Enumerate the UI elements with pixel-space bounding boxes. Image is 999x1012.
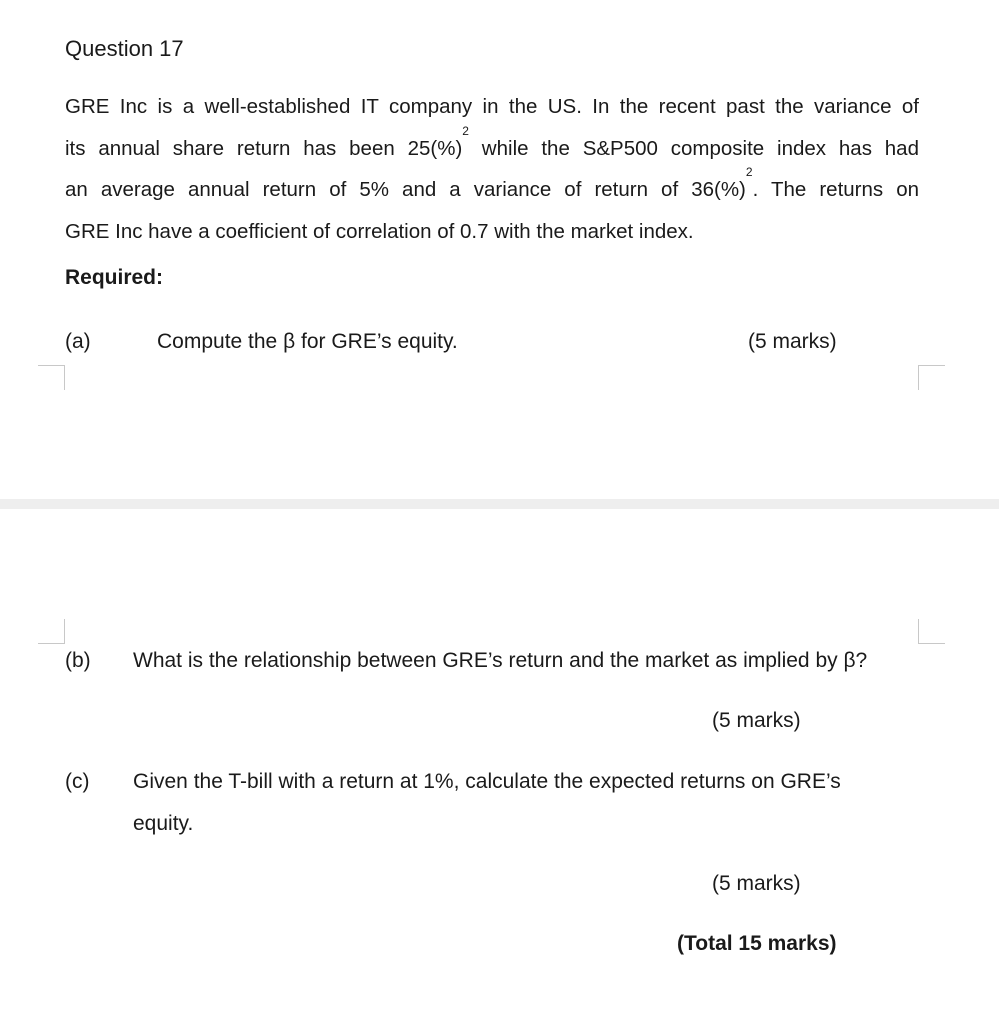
crop-mark-bottom-right	[918, 619, 945, 644]
required-heading: Required:	[65, 266, 164, 289]
part-c-label: (c)	[65, 770, 90, 793]
paragraph-line-2: its annual share return has been 25(%)$^2$ while the S&P500 composite index has had	[65, 123, 919, 160]
crop-mark-top-right	[918, 365, 945, 390]
part-b-marks: (5 marks)	[712, 709, 801, 732]
crop-mark-bottom-left	[38, 619, 65, 644]
part-c-text-line-1: Given the T-bill with a return at 1%, calculate the expected returns on GRE’s	[133, 770, 841, 793]
page-break	[0, 499, 999, 509]
superscript: 2	[462, 123, 469, 138]
paragraph-line-4: GRE Inc have a coefficient of correlation of 0.7 with the market index.	[65, 220, 694, 244]
paragraph-line-1: GRE Inc is a well-established IT company in the US. In the recent past the variance of	[65, 95, 919, 118]
part-a-label: (a)	[65, 330, 91, 353]
part-b-text: What is the relationship between GRE’s return and the market as implied by β?	[133, 649, 868, 672]
paragraph-line-3: an average annual return of 5% and a variance of return of 36(%)$^2$. The returns on	[65, 165, 919, 202]
part-b-label: (b)	[65, 649, 91, 672]
part-c-text-line-2: equity.	[133, 812, 194, 835]
part-a-text: Compute the β for GRE’s equity.	[157, 330, 458, 353]
superscript: 2	[745, 165, 753, 180]
part-c-marks: (5 marks)	[712, 872, 801, 895]
part-a-marks: (5 marks)	[748, 330, 837, 353]
crop-mark-top-left	[38, 365, 65, 390]
question-title: Question 17	[65, 36, 184, 61]
question-paragraph	[65, 86, 919, 253]
total-marks: (Total 15 marks)	[677, 932, 837, 955]
